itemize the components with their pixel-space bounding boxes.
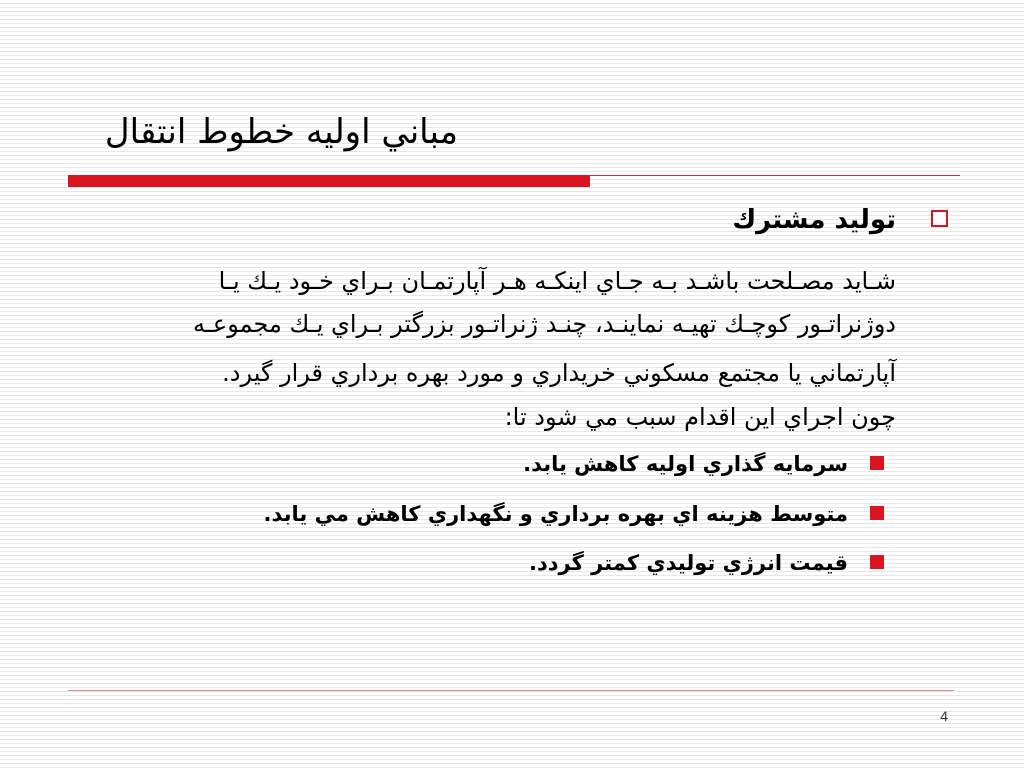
bullet-item-1: سرمايه گذاري اوليه كاهش يابد. xyxy=(523,452,848,476)
title-underline-bar xyxy=(68,175,590,187)
paragraph-line-1: شـايد مصـلحت باشـد بـه جـاي اينكـه هـر آپارتمـان بـراي خـود يـك يـا xyxy=(218,267,896,295)
section-heading: توليد مشترك xyxy=(732,205,896,235)
footer-rule xyxy=(68,690,954,691)
filled-square-icon xyxy=(870,456,884,470)
paragraph-line-3: آپارتماني يا مجتمع مسكوني خريداري و مورد بهره برداري قرار گيرد. xyxy=(222,359,896,387)
slide-title: مباني اوليه خطوط انتقال xyxy=(104,112,458,152)
page-number: 4 xyxy=(940,708,948,724)
bullet-item-3: قيمت انرژي توليدي كمتر گردد. xyxy=(529,551,848,575)
bullet-item-2: متوسط هزينه اي بهره برداري و نگهداري كاهش مي يابد. xyxy=(263,502,848,526)
title-underline-rule xyxy=(590,175,960,176)
hollow-square-icon xyxy=(931,210,948,227)
filled-square-icon xyxy=(870,506,884,520)
paragraph-line-4: چون اجراي اين اقدام سبب مي شود تا: xyxy=(504,403,896,431)
filled-square-icon xyxy=(870,555,884,569)
paragraph-line-2: دوژنراتـور كوچـك تهيـه نماينـد، چنـد ژنراتـور بزرگتر بـراي يـك مجموعـه xyxy=(193,310,896,338)
